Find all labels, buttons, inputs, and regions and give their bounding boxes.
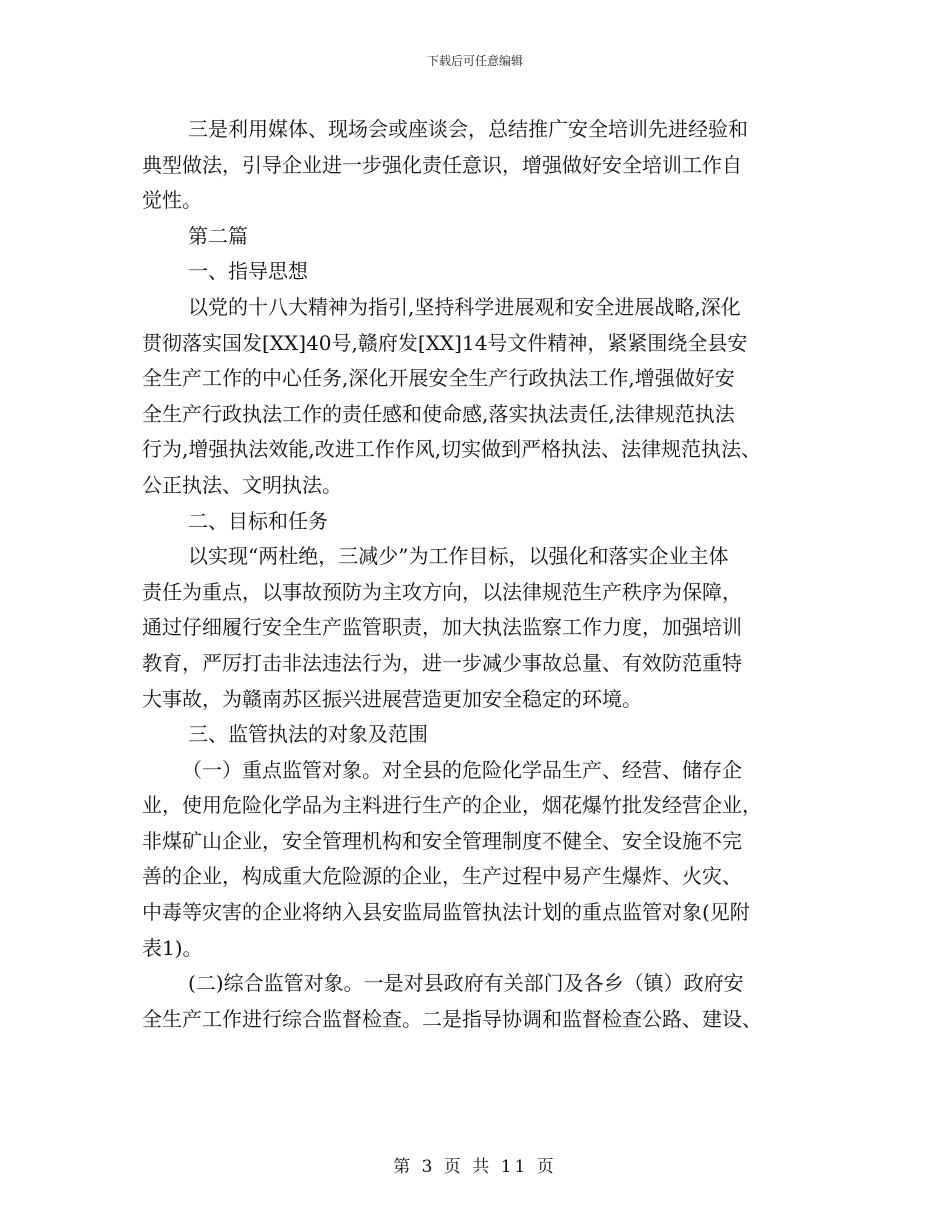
page-header: 下载后可任意编辑 [426,54,523,68]
paragraph-line: 表1)。 [142,935,203,960]
paragraph-line: 教育，严厉打击非法违法行为，进一步减少事故总量、有效防范重特 [142,650,742,675]
paragraph-line: 三是利用媒体、现场会或座谈会，总结推广安全培训先进经验和 [188,117,748,141]
paragraph-line: 以实现“两杜绝，三减少”为工作目标，以强化和落实企业主体 [188,544,729,569]
paragraph-line: 善的企业，构成重大危险源的企业，生产过程中易产生爆炸、火灾、 [142,864,742,889]
paragraph-line: (二)综合监管对象。一是对县政府有关部门及各乡（镇）政府安 [188,971,744,996]
paragraph-line: 全生产工作进行综合监督检查。二是指导协调和监督检查公路、建设、 [142,1006,762,1031]
paragraph-line: 业，使用危险化学品为主料进行生产的企业，烟花爆竹批发经营企业， [142,793,762,818]
paragraph-line: 全生产工作的中心任务,深化开展安全生产行政执法工作,增强做好安 [142,366,735,391]
paragraph-line: 贯彻落实国发[XX]40号,赣府发[XX]14号文件精神，紧紧围绕全县安 [142,330,748,355]
page-number: 第 3 页 共 11 页 [393,1157,557,1177]
paragraph-line: 行为,增强执法效能,改进工作作风,切实做到严格执法、法律规范执法、 [142,437,762,462]
paragraph-line: 典型做法，引导企业进一步强化责任意识，增强做好安全培训工作自 [142,152,742,177]
paragraph-line: 非煤矿山企业，安全管理机构和安全管理制度不健全、安全设施不完 [142,828,742,853]
document-body [142,112,812,1037]
paragraph-line: 觉性。 [142,188,202,213]
paragraph-line: 责任为重点，以事故预防为主攻方向，以法律规范生产秩序为保障， [142,579,742,604]
section-heading: 三、监管执法的对象及范围 [188,722,428,747]
section-heading: 二、目标和任务 [188,508,328,533]
section-title: 第二篇 [188,223,248,248]
paragraph-line: （一）重点监管对象。对全县的危险化学品生产、经营、储存企 [182,757,742,782]
paragraph-line: 公正执法、文明执法。 [142,472,342,497]
paragraph-line: 以党的十八大精神为指引,坚持科学进展观和安全进展战略,深化 [188,294,741,319]
section-heading: 一、指导思想 [188,259,308,284]
paragraph-line: 大事故，为赣南苏区振兴进展营造更加安全稳定的环境。 [142,686,642,711]
paragraph-line: 全生产行政执法工作的责任感和使命感,落实执法责任,法律规范执法 [142,401,735,426]
paragraph-line: 通过仔细履行安全生产监管职责，加大执法监察工作力度，加强培训 [142,615,742,640]
paragraph-line: 中毒等灾害的企业将纳入县安监局监管执法计划的重点监管对象(见附 [142,900,750,925]
